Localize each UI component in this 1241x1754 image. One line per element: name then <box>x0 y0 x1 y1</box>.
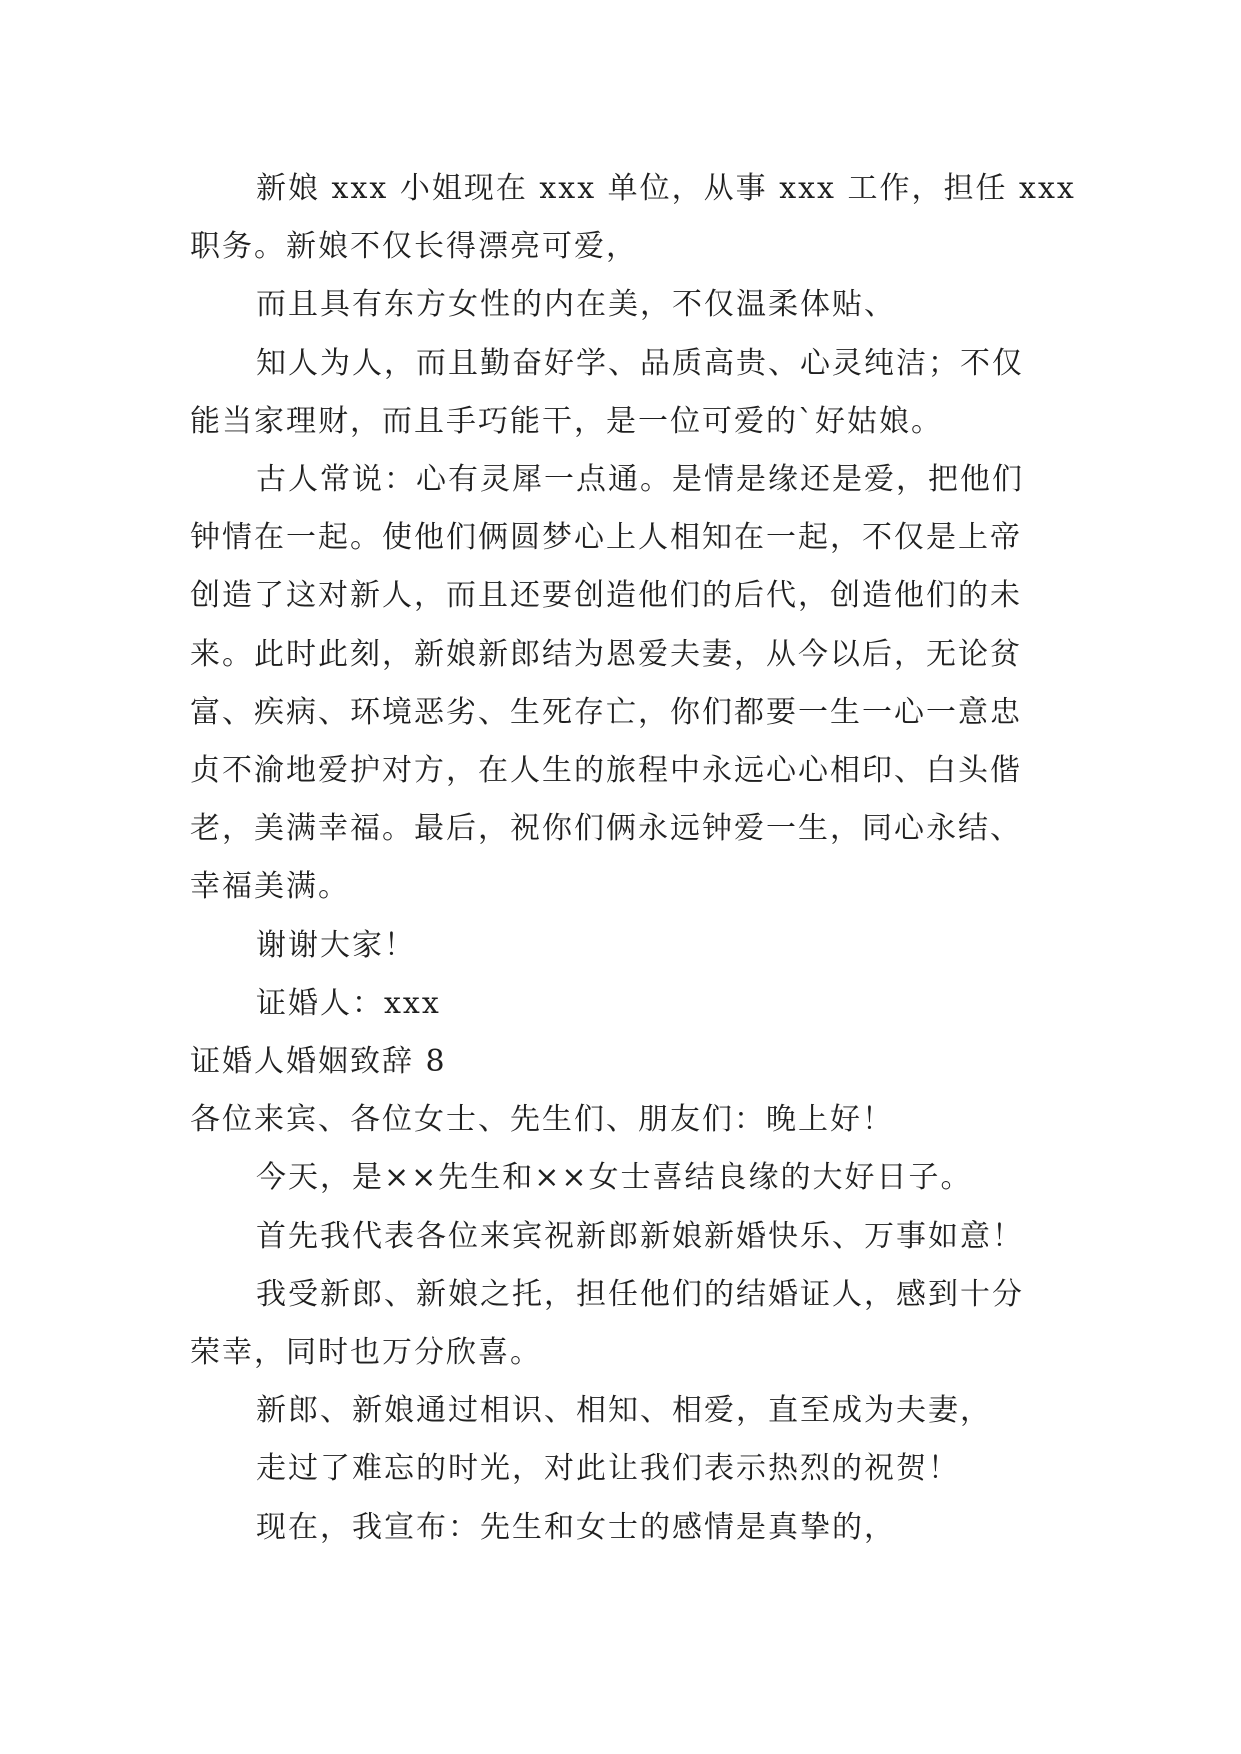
text-line: 而且具有东方女性的内在美，不仅温柔体贴、 <box>256 287 896 323</box>
text-line: 职务。新娘不仅长得漂亮可爱， <box>190 229 638 265</box>
text-line: 证婚人婚姻致辞 8 <box>190 1044 447 1080</box>
text-line: 我受新郎、新娘之托，担任他们的结婚证人，感到十分 <box>256 1276 1024 1312</box>
text-line: 荣幸，同时也万分欣喜。 <box>190 1335 542 1371</box>
text-line: 钟情在一起。使他们俩圆梦心上人相知在一起，不仅是上帝 <box>190 520 1022 556</box>
text-line: 富、疾病、环境恶劣、生死存亡，你们都要一生一心一意忠 <box>190 694 1022 730</box>
text-line: 古人常说：心有灵犀一点通。是情是缘还是爱，把他们 <box>256 462 1024 498</box>
text-line: 贞不渝地爱护对方，在人生的旅程中永远心心相印、白头偕 <box>190 753 1022 789</box>
text-line: 现在，我宣布：先生和女士的感情是真挚的， <box>256 1509 896 1545</box>
text-line: 各位来宾、各位女士、先生们、朋友们：晚上好！ <box>190 1102 894 1138</box>
text-line: 新郎、新娘通过相识、相知、相爱，直至成为夫妻， <box>256 1393 992 1429</box>
text-line: 证婚人：xxx <box>256 985 441 1021</box>
text-line: 首先我代表各位来宾祝新郎新娘新婚快乐、万事如意！ <box>256 1218 1024 1254</box>
document-body <box>190 160 1076 1557</box>
text-line: 创造了这对新人，而且还要创造他们的后代，创造他们的未 <box>190 578 1022 614</box>
text-line: 老，美满幸福。最后，祝你们俩永远钟爱一生，同心永结、 <box>190 811 1022 847</box>
text-line: 知人为人，而且勤奋好学、品质高贵、心灵纯洁；不仅 <box>256 345 1024 381</box>
text-line: 幸福美满。 <box>190 869 350 905</box>
text-line: 能当家理财，而且手巧能干，是一位可爱的`好姑娘。 <box>190 403 943 439</box>
text-line: 走过了难忘的时光，对此让我们表示热烈的祝贺！ <box>256 1451 960 1487</box>
text-line: 今天，是××先生和××女士喜结良缘的大好日子。 <box>256 1160 973 1196</box>
text-line: 谢谢大家！ <box>256 927 416 963</box>
text-line: 来。此时此刻，新娘新郎结为恩爱夫妻，从今以后，无论贫 <box>190 636 1022 672</box>
text-line: 新娘 xxx 小姐现在 xxx 单位，从事 xxx 工作，担任 xxx <box>256 171 1076 206</box>
